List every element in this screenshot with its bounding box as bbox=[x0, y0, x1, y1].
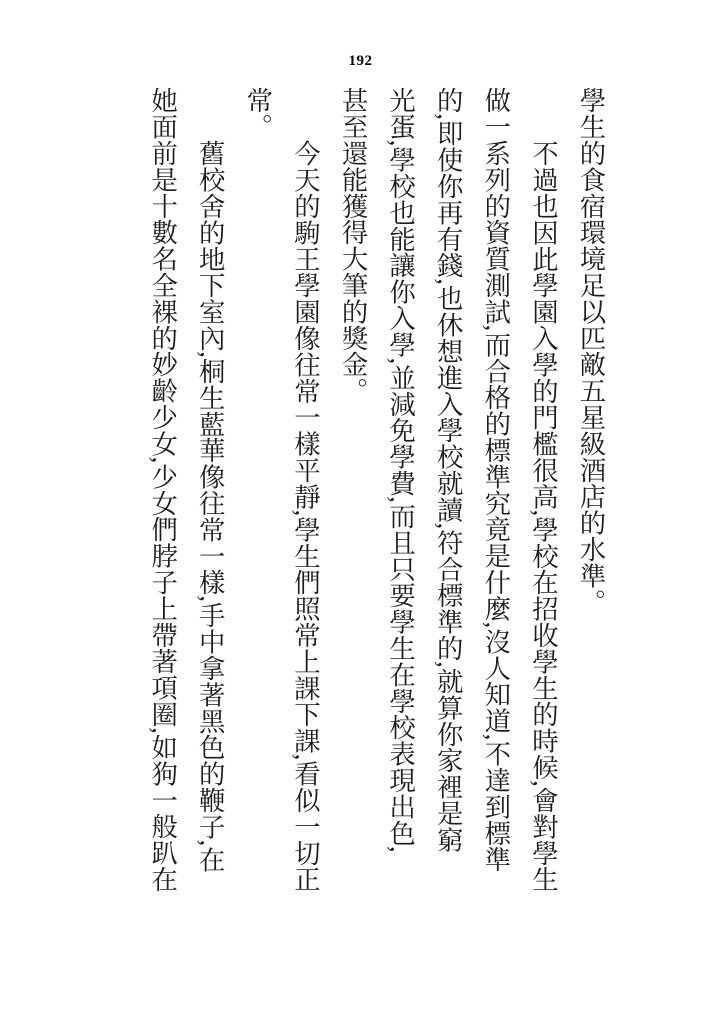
text-column: 不過也因此學園入學的門檻很高,學校在招收學生的時候,會對學生 bbox=[528, 139, 559, 893]
text-column: 她面前是十數名全裸的妙齡少女,少女們脖子上帶著項圈,如狗一般趴在 bbox=[147, 87, 178, 893]
text-column: 的,即使你再有錢,也休想進入學校就讀,符合標準的,就算你家裡是窮 bbox=[433, 87, 464, 853]
text-column: 甚至還能獲得大筆的獎金。 bbox=[338, 87, 369, 404]
text-column: 做一系列的資質測試,而合格的標準究竟是什麼,沒人知道,不達到標準 bbox=[480, 87, 511, 873]
text-column: 光蛋,學校也能讓你入學,並減免學費,而且只要學生在學校表現出色, bbox=[385, 87, 416, 853]
text-column: 常。 bbox=[242, 87, 273, 140]
text-column: 學生的食宿環境足以匹敵五星級酒店的水準。 bbox=[576, 87, 606, 615]
text-column: 舊校舍的地下室內,桐生藍華像往常一樣,手中拿著黑色的鞭子,在 bbox=[195, 139, 226, 873]
text-column: 今天的駒王學園像往常一樣平靜,學生們照常上課下課,看似一切正 bbox=[290, 139, 321, 893]
page-number: 192 bbox=[348, 53, 373, 69]
page-text bbox=[138, 87, 614, 932]
